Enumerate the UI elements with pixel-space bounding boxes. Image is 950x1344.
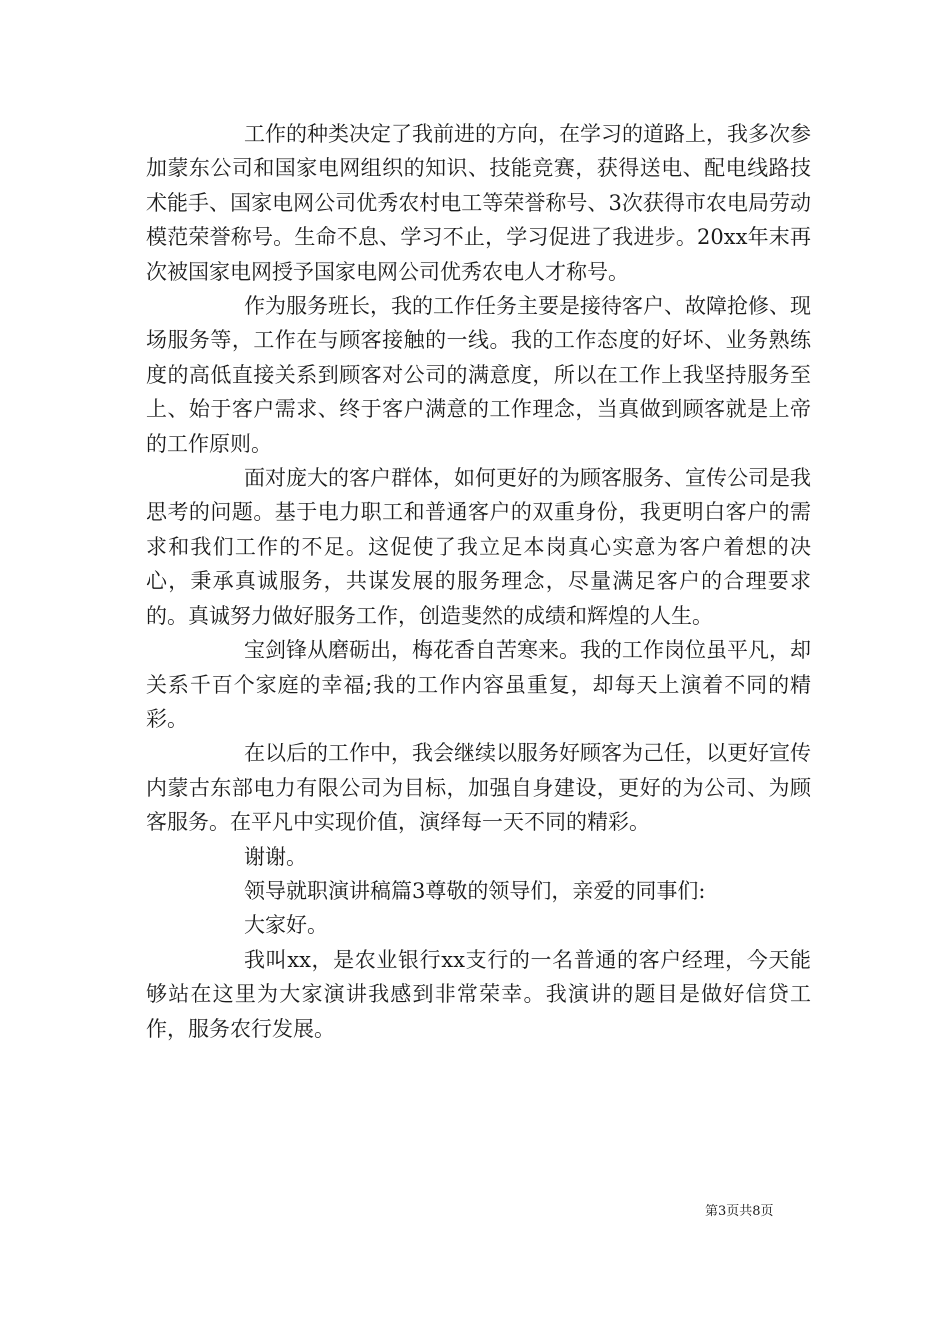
paragraph-study-honors: 工作的种类决定了我前进的方向，在学习的道路上，我多次参加蒙东公司和国家电网组织的知识、技能竞赛，获得送电、配电线路技术能手、国家电网公司优秀农村电工等荣誉称号、3次获得市农电局劳动模范荣誉称号。生命不息、学习不止，学习促进了我进步。20xx年末再次被国家电网授予国家电网公司优秀农电人才称号。 (146, 122, 811, 284)
paragraph-greeting: 大家好。 (244, 913, 328, 938)
paragraph-self-intro: 我叫xx，是农业银行xx支行的一名普通的客户经理，今天能够站在这里为大家演讲我感到非常荣幸。我演讲的题目是做好信贷工作，服务农行发展。 (146, 947, 811, 1041)
paragraph-future-work: 在以后的工作中，我会继续以服务好顾客为己任，以更好宣传内蒙古东部电力有限公司为目标，加强自身建设，更好的为公司、为顾客服务。在平凡中实现价值，演绎每一天不同的精彩。 (146, 741, 811, 835)
paragraph-proverb: 宝剑锋从磨砺出，梅花香自苦寒来。我的工作岗位虽平凡，却关系千百个家庭的幸福;我的工作内容虽重复，却每天上演着不同的精彩。 (146, 638, 811, 731)
paragraph-customer-service: 面对庞大的客户群体，如何更好的为顾客服务、宣传公司是我思考的问题。基于电力职工和普通客户的双重身份，我更明白客户的需求和我们工作的不足。这促使了我立足本岗真心实意为客户着想的决心，秉承真诚服务，共谋发展的服务理念，尽量满足客户的合理要求的。真诚努力做好服务工作，创造斐然的成绩和辉煌的人生。 (146, 466, 811, 628)
paragraph-thanks: 谢谢。 (244, 844, 307, 869)
page-number-footer: 第3页共8页 (705, 1204, 774, 1219)
document-body (146, 117, 811, 1046)
paragraph-speech-title: 领导就职演讲稿篇3尊敬的领导们，亲爱的同事们: (244, 878, 706, 903)
paragraph-service-leader: 作为服务班长，我的工作任务主要是接待客户、故障抢修、现场服务等，工作在与顾客接触的一线。我的工作态度的好坏、业务熟练度的高低直接关系到顾客对公司的满意度，所以在工作上我坚持服务至上、始于客户需求、终于客户满意的工作理念，当真做到顾客就是上帝的工作原则。 (146, 294, 811, 456)
